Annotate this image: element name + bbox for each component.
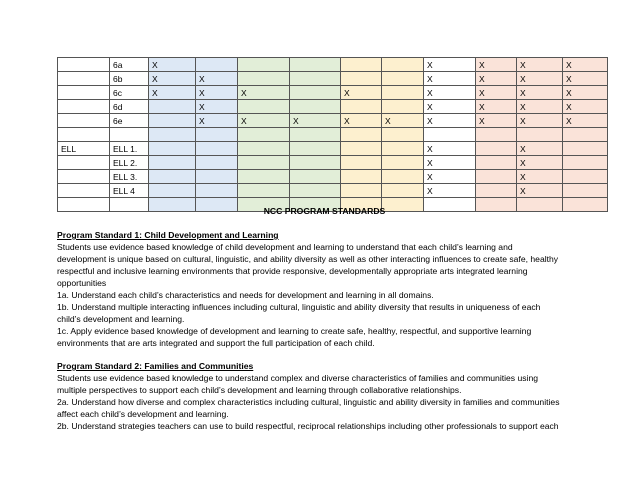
mark-cell (290, 170, 341, 184)
mark-cell (196, 142, 238, 156)
mark-cell (196, 170, 238, 184)
mark-cell: X (476, 58, 517, 72)
table-row (58, 100, 608, 114)
mark-cell (290, 156, 341, 170)
mark-cell: X (238, 86, 290, 100)
mark-cell (149, 128, 196, 142)
mark-cell: X (476, 72, 517, 86)
mark-cell (476, 128, 517, 142)
mark-cell: X (196, 72, 238, 86)
mark-cell (563, 142, 608, 156)
mark-cell (341, 184, 382, 198)
mark-cell: X (341, 86, 382, 100)
mark-cell (341, 170, 382, 184)
mark-cell: X (424, 142, 476, 156)
mark-cell: X (424, 72, 476, 86)
row-label-cell: ELL 2. (110, 156, 149, 170)
mark-cell (382, 72, 424, 86)
standard-1b: 1b. Understand multiple interacting influences including cultural, linguistic and ability diversity that results in uniqueness of each (57, 302, 541, 312)
row-label-cell (110, 128, 149, 142)
mark-cell (563, 156, 608, 170)
mark-cell (238, 184, 290, 198)
row-label-cell: 6a (110, 58, 149, 72)
mark-cell (238, 72, 290, 86)
mark-cell: X (382, 114, 424, 128)
standard-2a-cont: affect each child’s development and learning. (57, 409, 229, 419)
mark-cell (476, 156, 517, 170)
mark-cell (476, 184, 517, 198)
mark-cell: X (476, 100, 517, 114)
standard-2a: 2a. Understand how diverse and complex characteristics including cultural, linguistic and ability diversity in families and communities (57, 397, 560, 407)
row-label-cell: 6b (110, 72, 149, 86)
mark-cell: X (517, 156, 563, 170)
program-standards-section (57, 205, 592, 432)
mark-cell: X (517, 100, 563, 114)
standard-1c-cont: environments that are arts integrated and support the full participation of each child. (57, 338, 375, 348)
standards-crosswalk-table (57, 57, 608, 212)
mark-cell (149, 184, 196, 198)
standard-1c: 1c. Apply evidence based knowledge of development and learning to create safe, healthy, respectful, and supportive learning (57, 326, 532, 336)
mark-cell (149, 142, 196, 156)
mark-cell (382, 58, 424, 72)
row-group-cell (58, 100, 110, 114)
mark-cell (196, 184, 238, 198)
row-label-cell: ELL 3. (110, 170, 149, 184)
mark-cell: X (517, 114, 563, 128)
row-group-cell (58, 156, 110, 170)
mark-cell (341, 58, 382, 72)
mark-cell (290, 100, 341, 114)
standard-2-heading: Program Standard 2: Families and Communities (57, 361, 254, 371)
mark-cell: X (517, 170, 563, 184)
table-row (58, 86, 608, 100)
mark-cell: X (517, 72, 563, 86)
table-row (58, 156, 608, 170)
mark-cell (238, 58, 290, 72)
standard-2-line: multiple perspectives to support each child’s development and learning through collaborative relationships. (57, 385, 462, 395)
mark-cell: X (196, 100, 238, 114)
mark-cell (382, 170, 424, 184)
mark-cell (341, 156, 382, 170)
mark-cell (382, 142, 424, 156)
mark-cell: X (476, 86, 517, 100)
mark-cell (517, 128, 563, 142)
mark-cell: X (563, 114, 608, 128)
mark-cell: X (196, 86, 238, 100)
mark-cell (476, 170, 517, 184)
mark-cell (476, 142, 517, 156)
mark-cell (382, 86, 424, 100)
mark-cell (290, 86, 341, 100)
row-group-cell (58, 86, 110, 100)
row-group-cell (58, 72, 110, 86)
mark-cell: X (149, 72, 196, 86)
mark-cell: X (476, 114, 517, 128)
mark-cell (238, 156, 290, 170)
mark-cell (149, 100, 196, 114)
standard-1b-cont: child’s development and learning. (57, 314, 185, 324)
row-group-cell: ELL (58, 142, 110, 156)
mark-cell (563, 128, 608, 142)
standard-1-line: respectful and inclusive learning environments that provide responsive, developmentally appropriate arts integrated learning (57, 266, 528, 276)
mark-cell: X (517, 58, 563, 72)
mark-cell (149, 170, 196, 184)
standard-1-line: Students use evidence based knowledge of child development and learning to understand that each child’s learning and (57, 242, 513, 252)
mark-cell (382, 128, 424, 142)
standard-2-line: Students use evidence based knowledge to understand complex and diverse characteristics of families and communities using (57, 373, 539, 383)
mark-cell (290, 58, 341, 72)
mark-cell: X (424, 114, 476, 128)
mark-cell: X (341, 114, 382, 128)
mark-cell (149, 114, 196, 128)
row-group-cell (58, 58, 110, 72)
mark-cell (196, 128, 238, 142)
mark-cell: X (563, 86, 608, 100)
mark-cell (382, 100, 424, 114)
mark-cell: X (424, 100, 476, 114)
section-title: NCC PROGRAM STANDARDS (263, 206, 386, 216)
row-group-cell (58, 114, 110, 128)
table-row (58, 142, 608, 156)
mark-cell: X (149, 86, 196, 100)
mark-cell (290, 72, 341, 86)
table-row (58, 114, 608, 128)
mark-cell (238, 128, 290, 142)
mark-cell (196, 58, 238, 72)
standard-1-heading: Program Standard 1: Child Development and Learning (57, 230, 279, 240)
mark-cell (238, 100, 290, 114)
mark-cell: X (517, 86, 563, 100)
mark-cell: X (563, 72, 608, 86)
mark-cell: X (424, 86, 476, 100)
mark-cell (341, 100, 382, 114)
standard-2b: 2b. Understand strategies teachers can use to build respectful, reciprocal relationships including other professionals to support each (57, 421, 559, 431)
mark-cell: X (424, 156, 476, 170)
row-group-cell (58, 184, 110, 198)
standard-2-body (57, 372, 592, 432)
mark-cell: X (238, 114, 290, 128)
table-row (58, 184, 608, 198)
table-row (58, 128, 608, 142)
mark-cell: X (424, 184, 476, 198)
table-row (58, 72, 608, 86)
mark-cell (563, 184, 608, 198)
mark-cell (341, 72, 382, 86)
mark-cell (290, 184, 341, 198)
mark-cell: X (424, 58, 476, 72)
mark-cell: X (517, 184, 563, 198)
mark-cell: X (517, 142, 563, 156)
table-row (58, 170, 608, 184)
mark-cell (563, 170, 608, 184)
mark-cell (290, 128, 341, 142)
row-label-cell: 6c (110, 86, 149, 100)
mark-cell: X (290, 114, 341, 128)
row-group-cell (58, 170, 110, 184)
row-label-cell: ELL 4 (110, 184, 149, 198)
mark-cell (341, 142, 382, 156)
mark-cell (196, 156, 238, 170)
mark-cell (382, 156, 424, 170)
mark-cell (341, 128, 382, 142)
row-label-cell: ELL 1. (110, 142, 149, 156)
mark-cell (149, 156, 196, 170)
mark-cell (382, 184, 424, 198)
standard-1-line: opportunities (57, 278, 107, 288)
mark-cell: X (563, 58, 608, 72)
row-label-cell: 6d (110, 100, 149, 114)
standard-1-body (57, 241, 592, 349)
row-group-cell (58, 128, 110, 142)
mark-cell (238, 170, 290, 184)
mark-cell (290, 142, 341, 156)
mark-cell: X (424, 170, 476, 184)
mark-cell: X (196, 114, 238, 128)
mark-cell (238, 142, 290, 156)
mark-cell: X (563, 100, 608, 114)
mark-cell: X (149, 58, 196, 72)
mark-cell (424, 128, 476, 142)
table-row (58, 58, 608, 72)
standard-1-line: development is unique based on cultural, linguistic, and ability diversity as well as other interacting influences to create safe, healthy (57, 254, 559, 264)
standard-1a: 1a. Understand each child’s characteristics and needs for development and learning in all domains. (57, 290, 434, 300)
row-label-cell: 6e (110, 114, 149, 128)
